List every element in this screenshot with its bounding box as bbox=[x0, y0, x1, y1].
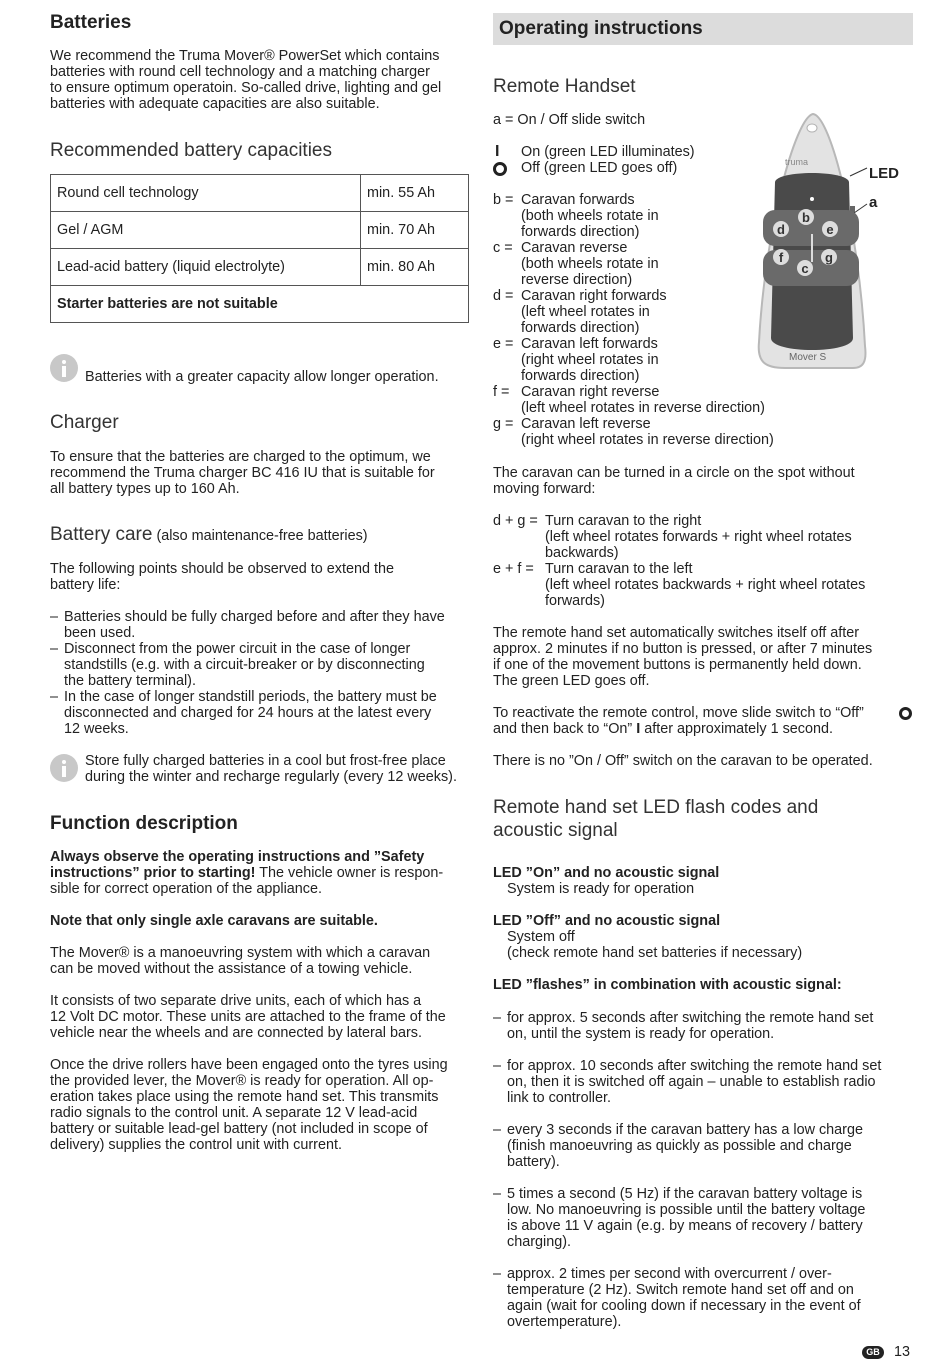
list-item: f = Caravan right reverse (left wheel rotates in reverse direction) bbox=[493, 384, 765, 416]
lanyard-hole-icon bbox=[807, 124, 817, 132]
list-item: – for approx. 5 seconds after switching the remote hand set on, until the system is ready for operation. bbox=[493, 1010, 874, 1042]
info-icon bbox=[50, 754, 78, 782]
led-flash-title: LED ”flashes” in combination with acoustic signal: bbox=[493, 977, 842, 993]
list-item: c = Caravan reverse (both wheels rotate in reverse direction) bbox=[493, 240, 659, 288]
page-number: 13 bbox=[894, 1344, 911, 1360]
led-label: LED bbox=[869, 165, 899, 182]
list-item: – Batteries should be fully charged before and after they have been used. bbox=[50, 609, 445, 641]
list-item: e = Caravan left forwards (right wheel rotates in forwards direction) bbox=[493, 336, 659, 384]
charger-title: Charger bbox=[50, 412, 119, 433]
led-codes-title: Remote hand set LED flash codes and acoustic signal bbox=[493, 797, 819, 841]
care-list bbox=[50, 609, 470, 737]
auto-off-text: The remote hand set automatically switches itself off after approx. 2 minutes if no button is pressed, or after 7 minutes if one of the movement buttons is permanently held down. The green LED goes off. bbox=[493, 625, 873, 689]
svg-text:b: b bbox=[802, 210, 810, 225]
remote-handset-illustration bbox=[755, 110, 913, 374]
model-label: Mover S bbox=[789, 352, 827, 363]
page-footer bbox=[862, 1344, 910, 1360]
info-icon bbox=[50, 354, 78, 382]
led-off-text: System off (check remote hand set batteries if necessary) bbox=[507, 929, 803, 961]
switch-a-label: a bbox=[869, 194, 878, 211]
on-symbol: I bbox=[636, 721, 641, 737]
function-para-1: The Mover® is a manoeuvring system with which a caravan can be moved without the assistance of a towing vehicle. bbox=[50, 945, 431, 977]
list-item: – Disconnect from the power circuit in the case of longer standstills (e.g. with a circuit-breaker or by disconnecting the battery terminal). bbox=[50, 641, 425, 689]
function-para-2: It consists of two separate drive units, each of which has a 12 Volt DC motor. These units are attached to the frame of the vehicle near the wheels and are connected by lateral bars. bbox=[50, 993, 446, 1041]
combo-list bbox=[493, 513, 913, 609]
off-text: Off (green LED goes off) bbox=[521, 160, 678, 176]
list-item: g = Caravan left reverse (right wheel rotates in reverse direction) bbox=[493, 416, 774, 448]
list-item: – for approx. 10 seconds after switching the remote hand set on, then it is switched off again – unable to establish radio link to controller. bbox=[493, 1058, 882, 1106]
svg-text:f: f bbox=[778, 250, 784, 265]
list-item: e + f = Turn caravan to the left (left wheel rotates backwards + right wheel rotates forwards) bbox=[493, 561, 866, 609]
svg-text:c: c bbox=[801, 261, 809, 276]
list-item: – In the case of longer standstill periods, the battery must be disconnected and charged for 24 hours at the latest every 12 weeks. bbox=[50, 689, 437, 737]
info-note-capacity: Batteries with a greater capacity allow longer operation. bbox=[85, 369, 439, 385]
list-item: – 5 times a second (5 Hz) if the caravan battery voltage is low. No manoeuvring is possible until the battery voltage is above 11 V again (e.g. by means of recovery / battery charging). bbox=[493, 1186, 866, 1250]
svg-text:d: d bbox=[777, 222, 785, 237]
table-row: Round cell technology min. 55 Ah bbox=[51, 175, 469, 212]
no-switch-note: There is no ”On / Off” switch on the caravan to be operated. bbox=[493, 753, 873, 769]
remote-handset-title: Remote Handset bbox=[493, 76, 636, 97]
capacities-table bbox=[50, 174, 469, 323]
function-para-3: Once the drive rollers have been engaged onto the tyres using the provided lever, the Mover® is ready for operation. All op- eration takes place using the remote hand set. This transmits radio signals to the control unit. A separate 12 V lead-acid battery or suitable lead-gel battery (not included in scope of delivery) supplies the control unit with current. bbox=[50, 1057, 448, 1153]
svg-text:g: g bbox=[825, 250, 833, 265]
function-warning: Always observe the operating instructions and ”Safety instructions” prior to starting! The vehicle owner is respon- sible for correct operation of the appliance. bbox=[50, 849, 444, 897]
list-item: – every 3 seconds if the caravan battery has a low charge (finish manoeuvring as quickly as possible and charge battery). bbox=[493, 1122, 863, 1170]
charger-text: To ensure that the batteries are charged to the optimum, we recommend the Truma charger BC 416 IU that is suitable for all battery types up to 160 Ah. bbox=[50, 449, 435, 497]
led-dot bbox=[810, 197, 814, 201]
brand-label: truma bbox=[785, 157, 809, 167]
switch-pointer bbox=[854, 204, 867, 213]
info-note-storage: Store fully charged batteries in a cool but frost-free place during the winter and recharge regularly (every 12 weeks). bbox=[85, 753, 457, 785]
off-symbol-icon bbox=[493, 162, 507, 176]
reactivate-text: To reactivate the remote control, move slide switch to “Off” and then back to “On” I after approximately 1 second. bbox=[493, 705, 864, 737]
on-text: On (green LED illuminates) bbox=[521, 144, 695, 160]
svg-text:e: e bbox=[826, 222, 834, 237]
led-off-title: LED ”Off” and no acoustic signal bbox=[493, 913, 721, 929]
starter-note: Starter batteries are not suitable bbox=[51, 286, 469, 323]
on-symbol: I bbox=[495, 143, 500, 160]
off-symbol-icon bbox=[899, 707, 912, 720]
led-pointer bbox=[850, 168, 867, 176]
table-row: Gel / AGM min. 70 Ah bbox=[51, 212, 469, 249]
operating-instructions-header: Operating instructions bbox=[493, 13, 913, 45]
country-badge: GB bbox=[862, 1346, 884, 1359]
function-title: Function description bbox=[50, 813, 238, 834]
batteries-text: We recommend the Truma Mover® PowerSet which contains batteries with round cell technology and a matching charger to ensure optimum operatoin. So-called drive, lighting and gel batteries with adequate capacities are also suitable. bbox=[50, 48, 442, 112]
led-on-title: LED ”On” and no acoustic signal bbox=[493, 865, 720, 881]
single-axle-note: Note that only single axle caravans are suitable. bbox=[50, 913, 378, 929]
care-title: Battery care (also maintenance-free batteries) bbox=[50, 524, 368, 545]
list-item: d + g = Turn caravan to the right (left wheel rotates forwards + right wheel rotates backwards) bbox=[493, 513, 852, 561]
turn-intro: The caravan can be turned in a circle on the spot without moving forward: bbox=[493, 465, 855, 497]
key-a: a = On / Off slide switch bbox=[493, 112, 646, 128]
led-on-text: System is ready for operation bbox=[507, 881, 695, 897]
table-row: Lead-acid battery (liquid electrolyte) min. 80 Ah bbox=[51, 249, 469, 286]
care-intro: The following points should be observed to extend the battery life: bbox=[50, 561, 395, 593]
flash-list bbox=[493, 1010, 913, 1330]
list-item: – approx. 2 times per second with overcurrent / over- temperature (2 Hz). Switch remote hand set off and on again (wait for cooling down if necessary in the event of overtemperature). bbox=[493, 1266, 861, 1330]
capacities-title: Recommended battery capacities bbox=[50, 140, 332, 161]
list-item: b = Caravan forwards (both wheels rotate in forwards direction) bbox=[493, 192, 659, 240]
table-row bbox=[51, 286, 469, 323]
list-item: d = Caravan right forwards (left wheel rotates in forwards direction) bbox=[493, 288, 667, 336]
batteries-title: Batteries bbox=[50, 12, 132, 33]
